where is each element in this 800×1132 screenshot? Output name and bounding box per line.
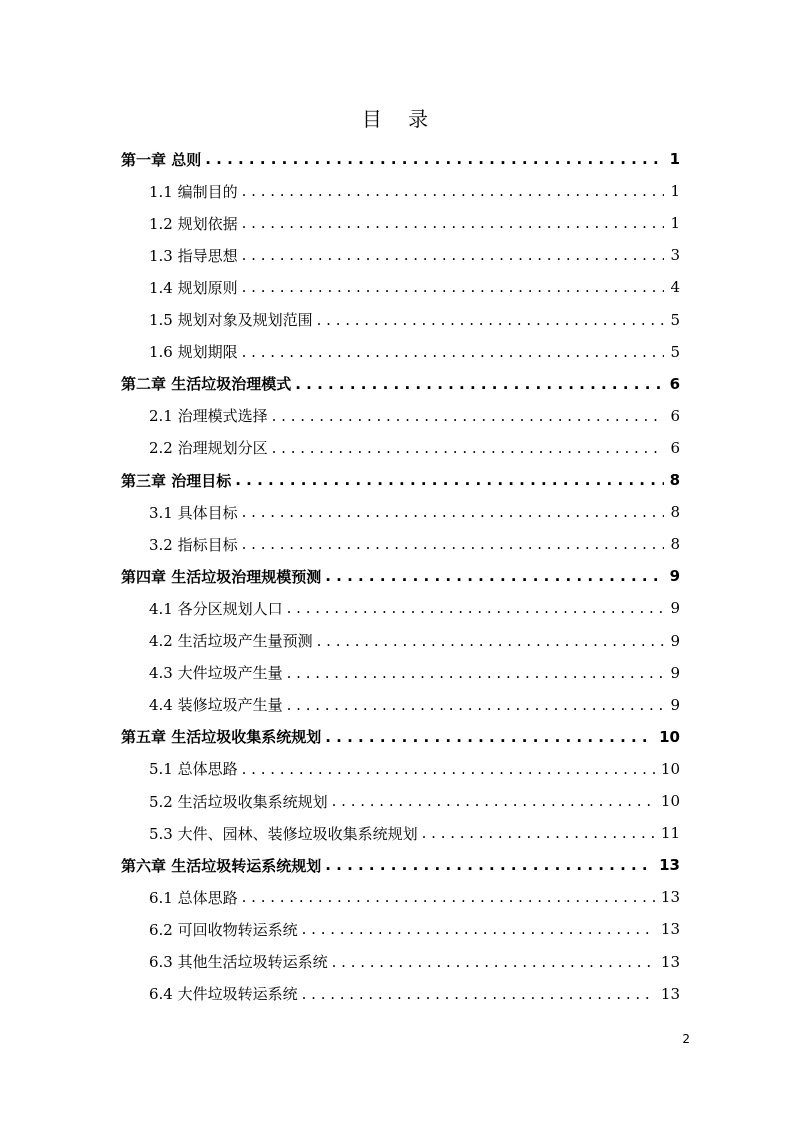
toc-entry-page: 5 — [670, 342, 680, 361]
toc-section-entry[interactable] — [149, 271, 680, 303]
toc-leader-dots — [317, 311, 664, 329]
toc-chapter-entry[interactable] — [121, 849, 680, 881]
toc-section-entry[interactable] — [149, 175, 680, 207]
toc-chapter-entry[interactable] — [121, 143, 680, 175]
toc-leader-dots — [242, 888, 655, 906]
toc-entry-label: 4.4 装修垃圾产生量 — [149, 696, 283, 715]
toc-entry-page: 5 — [670, 310, 680, 329]
toc-leader-dots — [302, 985, 655, 1003]
toc-entry-page: 1 — [670, 182, 680, 201]
toc-section-entry[interactable] — [149, 304, 680, 336]
toc-entry-label: 第六章 生活垃圾转运系统规划 — [121, 856, 322, 875]
toc-leader-dots — [235, 471, 663, 489]
toc-entry-page: 6 — [670, 438, 680, 457]
toc-entry-label: 4.1 各分区规划人口 — [149, 599, 283, 618]
toc-leader-dots — [287, 664, 664, 682]
toc-entry-page: 10 — [659, 727, 680, 746]
toc-entry-page: 1 — [670, 214, 680, 233]
toc-entry-label: 第一章 总则 — [121, 150, 202, 169]
toc-section-entry[interactable] — [149, 207, 680, 239]
toc-entry-page: 9 — [670, 599, 680, 618]
toc-entry-label: 4.3 大件垃圾产生量 — [149, 664, 283, 683]
toc-leader-dots — [302, 920, 655, 938]
toc-section-entry[interactable] — [149, 689, 680, 721]
toc-section-entry[interactable] — [149, 239, 680, 271]
toc-entry-page: 10 — [660, 759, 680, 778]
toc-leader-dots — [272, 407, 664, 425]
toc-entry-page: 13 — [660, 952, 680, 971]
toc-leader-dots — [242, 214, 664, 232]
toc-leader-dots — [242, 535, 664, 553]
toc-entry-label: 1.3 指导思想 — [149, 246, 238, 265]
toc-leader-dots — [317, 632, 664, 650]
toc-leader-dots — [242, 343, 664, 361]
toc-leader-dots — [287, 599, 664, 617]
toc-leader-dots — [332, 792, 655, 810]
toc-leader-dots — [272, 439, 664, 457]
toc-leader-dots — [242, 760, 655, 778]
toc-chapter-entry[interactable] — [121, 464, 680, 496]
toc-entry-label: 1.6 规划期限 — [149, 343, 238, 362]
toc-entry-label: 6.4 大件垃圾转运系统 — [149, 985, 298, 1004]
toc-section-entry[interactable] — [149, 785, 680, 817]
toc-entry-page: 9 — [670, 695, 680, 714]
toc-entry-page: 8 — [669, 471, 680, 489]
toc-section-entry[interactable] — [149, 978, 680, 1010]
toc-entry-page: 11 — [660, 824, 680, 843]
toc-section-entry[interactable] — [149, 400, 680, 432]
toc-chapter-entry[interactable] — [121, 560, 680, 592]
toc-entry-page: 9 — [670, 631, 680, 650]
toc-leader-dots — [325, 856, 653, 874]
toc-entry-label: 5.3 大件、园林、装修垃圾收集系统规划 — [149, 824, 418, 843]
toc-entry-label: 1.2 规划依据 — [149, 214, 238, 233]
toc-entry-label: 第二章 生活垃圾治理模式 — [121, 375, 292, 394]
toc-entry-page: 13 — [660, 984, 680, 1003]
toc-entry-page: 13 — [660, 888, 680, 907]
toc-leader-dots — [242, 182, 664, 200]
toc-entry-label: 5.1 总体思路 — [149, 760, 238, 779]
toc-section-entry[interactable] — [149, 336, 680, 368]
toc-leader-dots — [205, 150, 663, 168]
toc-entry-label: 第三章 治理目标 — [121, 471, 232, 490]
toc-section-entry[interactable] — [149, 913, 680, 945]
toc-section-entry[interactable] — [149, 528, 680, 560]
page-number: 2 — [682, 1032, 690, 1046]
toc-entry-label: 4.2 生活垃圾产生量预测 — [149, 632, 313, 650]
toc-entry-page: 6 — [670, 406, 680, 425]
toc-section-entry[interactable] — [149, 496, 680, 528]
toc-section-entry[interactable] — [149, 625, 680, 657]
toc-entry-label: 第五章 生活垃圾收集系统规划 — [121, 728, 322, 747]
toc-section-entry[interactable] — [149, 432, 680, 464]
toc-entry-page: 1 — [669, 150, 680, 168]
toc-entry-label: 1.4 规划原则 — [149, 278, 238, 297]
toc-leader-dots — [332, 953, 655, 971]
toc-entry-label: 2.2 治理规划分区 — [149, 439, 268, 458]
toc-entry-label: 6.2 可回收物转运系统 — [149, 920, 298, 939]
toc-entry-page: 3 — [670, 246, 680, 265]
toc-chapter-entry[interactable] — [121, 368, 680, 400]
toc-entry-label: 1.1 编制目的 — [149, 182, 238, 201]
toc-entry-label: 3.2 指标目标 — [149, 535, 238, 554]
toc-leader-dots — [295, 375, 663, 393]
toc-entry-page: 9 — [669, 567, 680, 586]
toc-section-entry[interactable] — [149, 657, 680, 689]
toc-entry-label: 3.1 具体目标 — [149, 503, 238, 522]
toc-leader-dots — [325, 567, 663, 585]
toc-entry-page: 4 — [670, 278, 680, 297]
toc-entry-page: 6 — [669, 374, 680, 393]
toc-leader-dots — [287, 696, 664, 714]
toc-leader-dots — [242, 503, 664, 521]
toc-section-entry[interactable] — [149, 592, 680, 624]
toc-section-entry[interactable] — [149, 946, 680, 978]
toc-leader-dots — [325, 728, 653, 746]
toc-leader-dots — [242, 278, 664, 296]
toc-section-entry[interactable] — [149, 817, 680, 849]
toc-entry-page: 10 — [660, 792, 680, 810]
toc-entry-page: 8 — [670, 535, 680, 554]
toc-entry-page: 13 — [660, 920, 680, 939]
toc-entry-page: 9 — [670, 663, 680, 682]
toc-leader-dots — [422, 824, 655, 842]
toc-entry-label: 5.2 生活垃圾收集系统规划 — [149, 792, 328, 811]
toc-entry-label: 6.1 总体思路 — [149, 888, 238, 907]
toc-entry-label: 第四章 生活垃圾治理规模预测 — [121, 567, 322, 586]
toc-entry-label: 1.5 规划对象及规划范围 — [149, 311, 313, 329]
toc-section-entry[interactable] — [149, 753, 680, 785]
toc-entry-label: 6.3 其他生活垃圾转运系统 — [149, 953, 328, 971]
toc-entry-page: 13 — [659, 856, 680, 875]
toc-entry-label: 2.1 治理模式选择 — [149, 407, 268, 426]
toc-title: 目 录 — [361, 107, 439, 131]
toc-section-entry[interactable] — [149, 881, 680, 913]
toc-leader-dots — [242, 246, 664, 264]
toc-chapter-entry[interactable] — [121, 721, 680, 753]
toc-entry-page: 8 — [670, 503, 680, 522]
